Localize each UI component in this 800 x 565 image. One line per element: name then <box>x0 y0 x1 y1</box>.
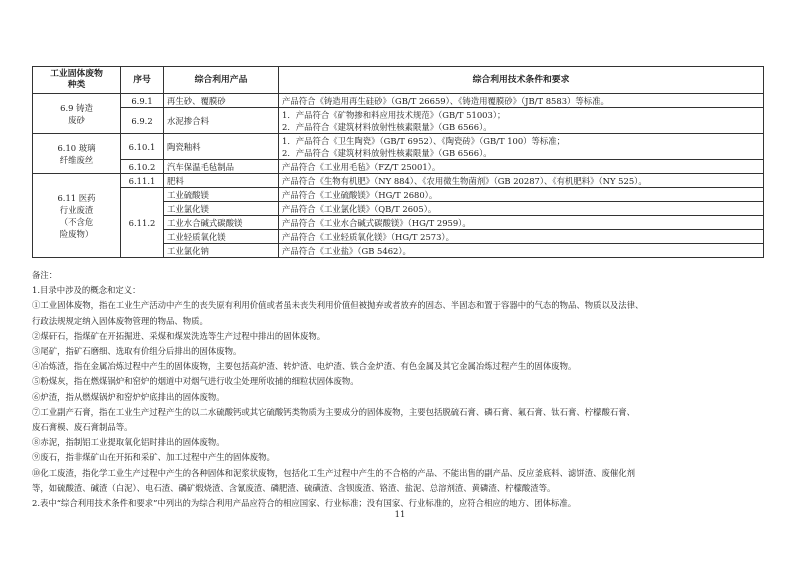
requirement-cell <box>279 188 764 202</box>
header-requirements: 综合利用技术条件和要求 <box>279 67 764 94</box>
note-line: ⑧赤泥，指制铝工业提取氧化铝时排出的固体废物。 <box>32 437 225 448</box>
requirement-cell <box>279 108 764 134</box>
note-line: 废石膏模、废石膏制品等。 <box>32 422 133 433</box>
product-cell: 工业氯化镁 <box>164 202 279 216</box>
header-waste-type <box>33 67 121 94</box>
requirement-line: 产品符合《工业用毛毡》（FZ/T 25001）。 <box>282 161 441 172</box>
header-waste-type-line: 种类 <box>67 80 86 90</box>
seq-cell: 6.9.1 <box>121 94 164 108</box>
product-cell: 工业氯化钠 <box>164 244 279 258</box>
note-line: 等，如硫酸渣、碱渣（白泥）、电石渣、磷矿煅烧渣、含氰废渣、磷肥渣、硫磺渣、含钡废渣、铬渣、盐泥、总溶剂渣、黄磷渣、柠檬酸渣等。 <box>32 482 556 493</box>
seq-cell: 6.10.2 <box>121 160 164 174</box>
requirement-line: 1．产品符合《卫生陶瓷》（GB/T 6952）、《陶瓷砖》（GB/T 100）等标准； <box>282 135 566 146</box>
table-row <box>33 134 764 160</box>
product-cell: 工业硫酸镁 <box>164 188 279 202</box>
requirement-cell <box>279 244 764 258</box>
note-line: ②煤矸石，指煤矿在开拓掘进、采煤和煤炭洗选等生产过程中排出的固体废物。 <box>32 330 326 341</box>
header-waste-type-line: 工业固体废物 <box>50 69 103 79</box>
table-row <box>33 188 764 202</box>
table-row <box>33 94 764 108</box>
note-line: 行政法规规定纳入固体废物管理的物品、物质。 <box>32 315 208 326</box>
note-line: 1.目录中涉及的概念和定义： <box>32 285 141 296</box>
waste-category-line: 6.10 玻璃 <box>57 142 96 153</box>
product-cell: 再生砂、覆膜砂 <box>164 94 279 108</box>
requirement-line: 产品符合《工业氯化镁》（QB/T 2605）。 <box>282 203 437 214</box>
note-line: ⑥炉渣，指从燃煤锅炉和窑炉炉底排出的固体废物。 <box>32 391 225 402</box>
waste-category-cell <box>33 94 121 134</box>
note-line: ⑨废石，指非煤矿山在开拓和采矿、加工过程中产生的固体废物。 <box>32 452 275 463</box>
waste-category-line: （不含危 <box>59 216 94 227</box>
requirement-line: 产品符合《工业水合碱式碳酸镁》（HG/T 2959）。 <box>282 217 471 228</box>
requirement-cell <box>279 216 764 230</box>
seq-cell: 6.11.1 <box>121 174 164 188</box>
requirement-cell <box>279 94 764 108</box>
header-product: 综合利用产品 <box>164 67 279 94</box>
product-cell: 水泥掺合料 <box>164 108 279 134</box>
requirement-cell <box>279 160 764 174</box>
requirement-line: 产品符合《工业盐》（GB 5462）。 <box>282 245 411 256</box>
note-line: ⑤粉煤灰，指在燃煤锅炉和窑炉的烟道中对烟气进行收尘处理所收捕的细粒状固体废物。 <box>32 376 359 387</box>
table-body <box>33 94 764 258</box>
requirement-cell <box>279 202 764 216</box>
seq-cell: 6.10.1 <box>121 134 164 160</box>
table-row <box>33 108 764 134</box>
note-line: ⑦工业副产石膏，指在工业生产过程产生的以二水硫酸钙或其它硫酸钙类物质为主要成分的固体废物，主要包括脱硫石膏、磷石膏、氟石膏、钛石膏、柠檬酸石膏、 <box>32 406 635 417</box>
requirement-cell <box>279 174 764 188</box>
requirement-cell <box>279 230 764 244</box>
waste-category-line: 6.9 铸造 <box>60 102 93 113</box>
requirement-line: 2．产品符合《建筑材料放射性核素限量》（GB 6566）。 <box>282 121 492 132</box>
product-cell: 陶瓷釉料 <box>164 134 279 160</box>
table-row <box>33 160 764 174</box>
note-line: 备注： <box>32 270 58 280</box>
waste-category-line: 废砂 <box>68 114 85 125</box>
note-line: ①工业固体废物，指在工业生产活动中产生的丧失原有利用价值或者虽未丧失利用价值但被抛弃或者放弃的固态、半固态和置于容器中的气态的物品、物质以及法律、 <box>32 300 644 311</box>
requirement-line: 产品符合《工业硫酸镁》（HG/T 2680）。 <box>282 189 438 200</box>
page-number: 11 <box>394 509 406 519</box>
waste-category-line: 纤维废丝 <box>59 154 94 165</box>
table-header-row <box>33 67 764 94</box>
product-cell: 肥料 <box>164 174 279 188</box>
waste-category-line: 行业废渣 <box>59 204 94 215</box>
waste-category-line: 6.11 医药 <box>57 192 96 203</box>
product-cell: 工业轻质氧化镁 <box>164 230 279 244</box>
waste-category-cell <box>33 134 121 174</box>
seq-cell: 6.11.2 <box>121 188 164 258</box>
requirement-line: 产品符合《生物有机肥》（NY 884）、《农用微生物菌剂》（GB 20287）、《有机肥料》（NY 525）。 <box>282 175 647 186</box>
requirement-line: 2．产品符合《建筑材料放射性核素限量》（GB 6566）。 <box>282 147 492 158</box>
seq-cell: 6.9.2 <box>121 108 164 134</box>
requirement-cell <box>279 134 764 160</box>
header-seq: 序号 <box>121 67 164 94</box>
note-line: ④冶炼渣，指在金属冶炼过程中产生的固体废物，主要包括高炉渣、转炉渣、电炉渣、铁合金炉渣、有色金属及其它金属冶炼过程产生的固体废物。 <box>32 361 577 372</box>
requirement-line: 产品符合《铸造用再生硅砂》（GB/T 26659）、《铸造用覆膜砂》（JB/T 8583）等标准。 <box>282 95 609 106</box>
waste-category-line: 险废物） <box>59 228 94 239</box>
solid-waste-table <box>32 66 764 258</box>
note-line: ⑩化工废渣，指化学工业生产过程中产生的各种固体和泥浆状废物，包括化工生产过程中产生的不合格的产品、不能出售的副产品、反应釜底料、滤饼渣、废催化剂 <box>32 467 635 478</box>
requirement-line: 产品符合《工业轻质氧化镁》（HG/T 2573）。 <box>282 231 454 242</box>
notes-section <box>32 268 772 511</box>
table-row <box>33 174 764 188</box>
waste-category-cell <box>33 174 121 258</box>
note-line: ③尾矿，指矿石磨细、选取有价组分后排出的固体废物。 <box>32 346 242 357</box>
product-cell: 工业水合碱式碳酸镁 <box>164 216 279 230</box>
note-line: 2.表中“综合利用技术条件和要求”中列出的为综合利用产品应符合的相应国家、行业标准；没有国家、行业标准的，应符合相应的地方、团体标准。 <box>32 498 577 509</box>
product-cell: 汽车保温毛毡制品 <box>164 160 279 174</box>
requirement-line: 1．产品符合《矿物掺和料应用技术规范》（GB/T 51003）； <box>282 109 506 120</box>
